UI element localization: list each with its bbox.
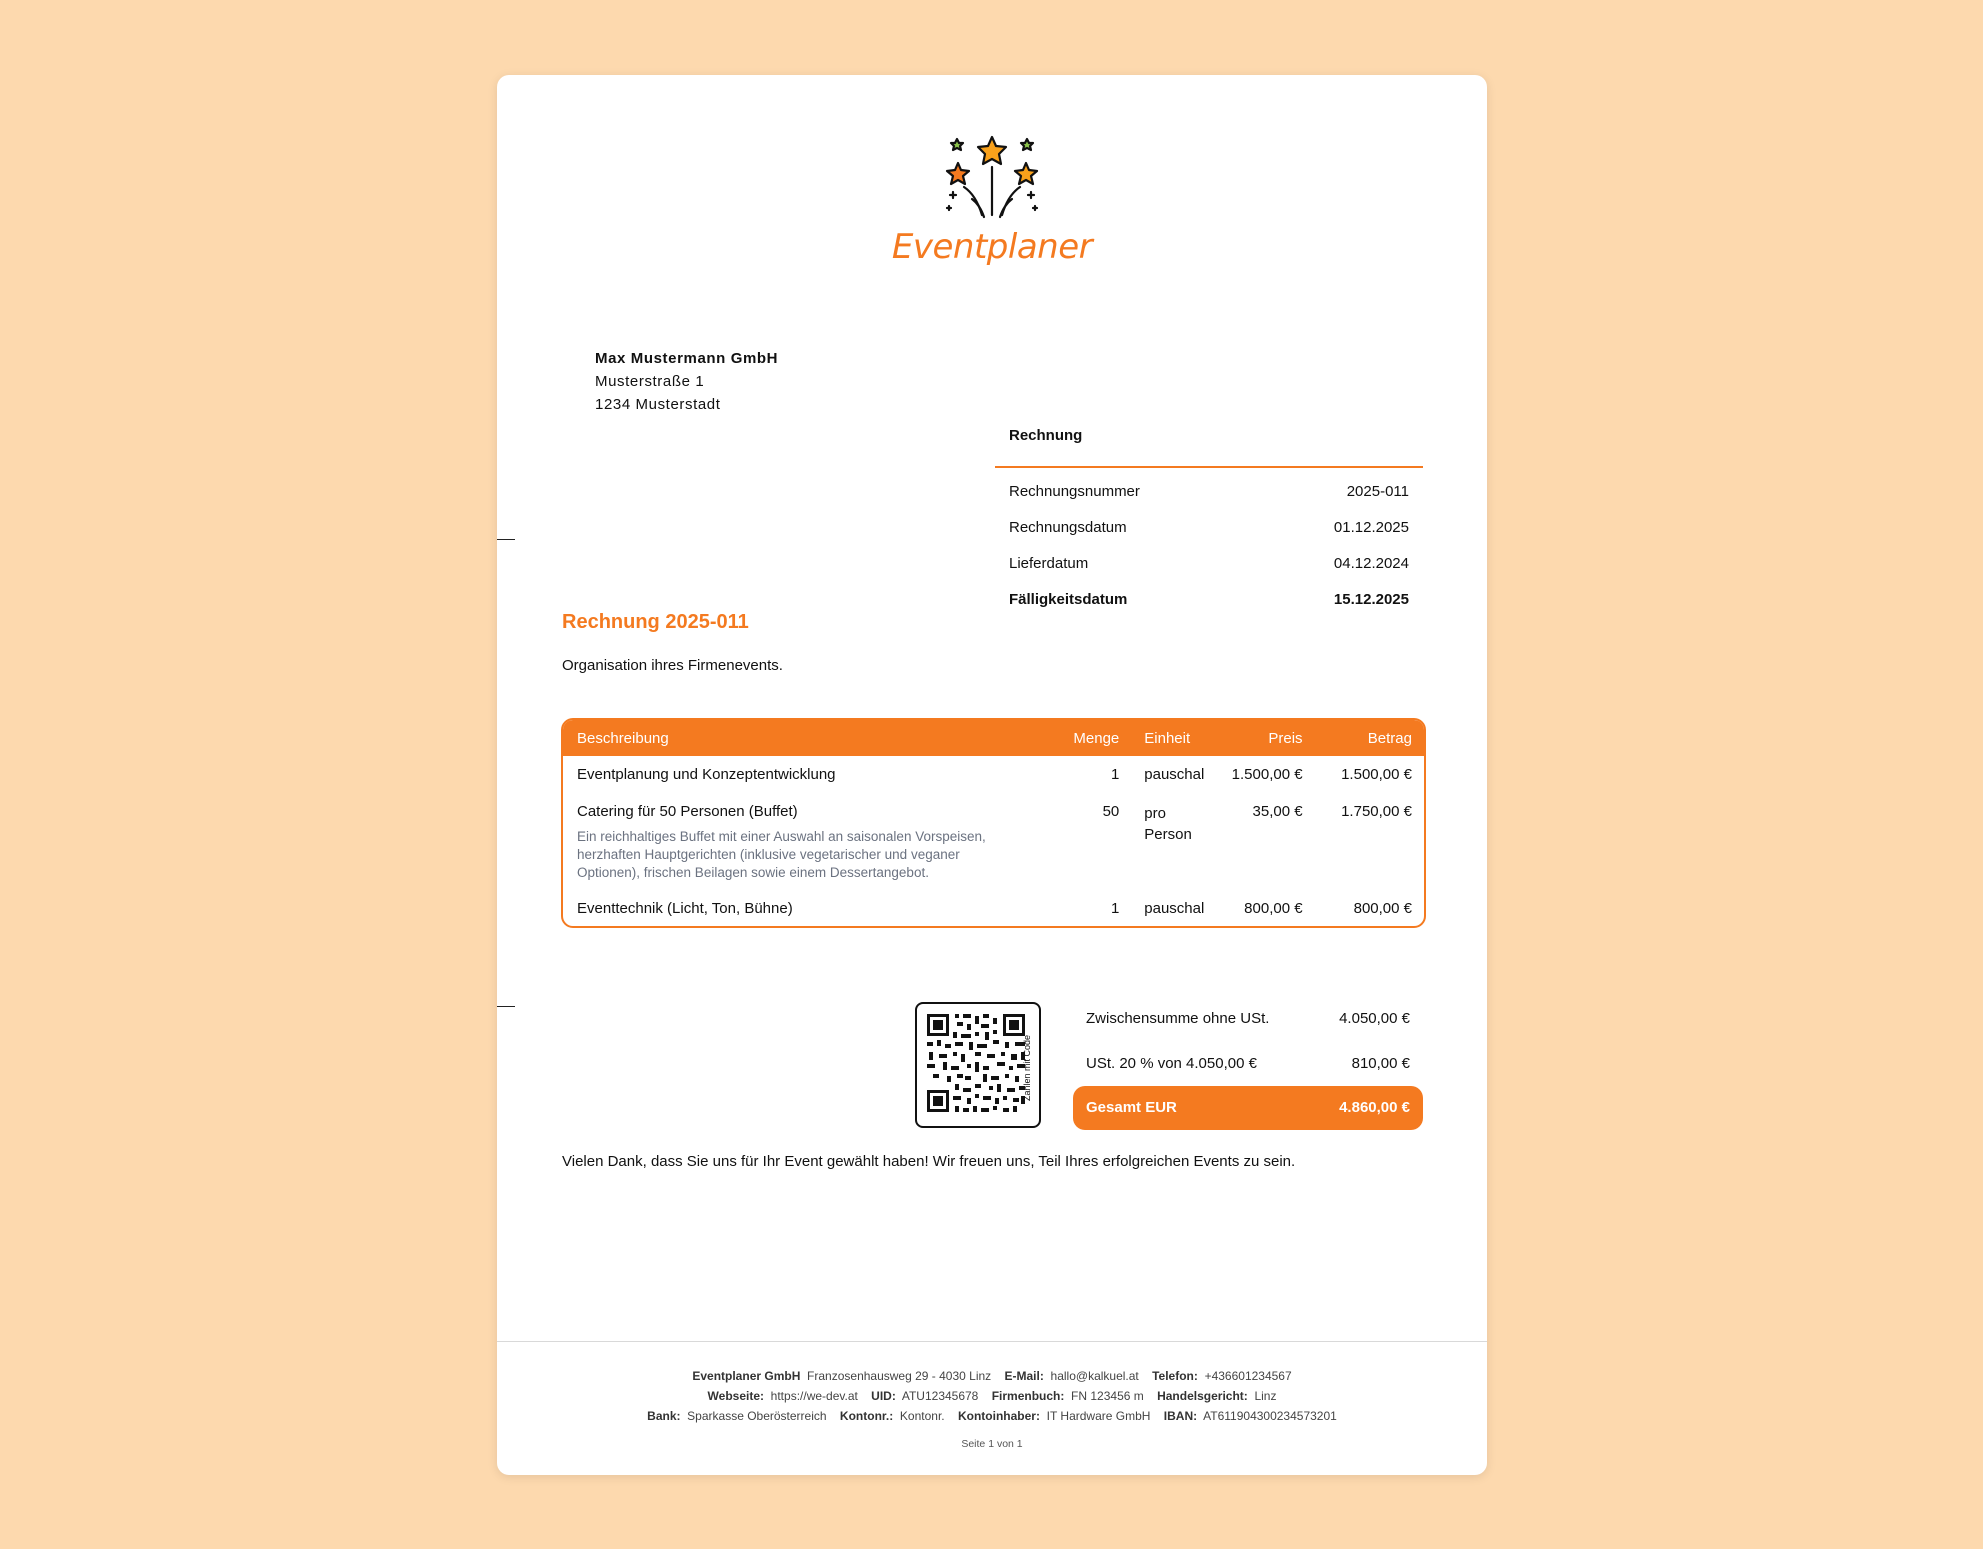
tax-row <box>1073 1041 1423 1086</box>
row-description-cell <box>563 803 1046 890</box>
footer-web-label: Webseite: <box>707 1389 764 1403</box>
footer-line-1 <box>497 1366 1487 1386</box>
subtotal-label: Zwischensumme ohne USt. <box>1086 1010 1270 1027</box>
header-description: Beschreibung <box>577 729 669 747</box>
footer-uid: ATU12345678 <box>901 1389 979 1403</box>
recipient-address <box>595 347 778 416</box>
row-quantity: 50 <box>1102 803 1120 820</box>
footer-line-2 <box>497 1386 1487 1406</box>
meta-value: 2025-011 <box>1346 483 1409 500</box>
meta-divider <box>995 466 1423 468</box>
row-price: 1.500,00 € <box>1231 766 1303 783</box>
row-unit: pauschal <box>1144 766 1205 783</box>
page-number: Seite 1 von 1 <box>961 1438 1023 1450</box>
table-header <box>563 720 1424 756</box>
recipient-street: Musterstraße 1 <box>595 373 705 390</box>
footer-holder: IT Hardware GmbH <box>1046 1409 1151 1423</box>
footer-fb-label: Firmenbuch: <box>991 1389 1065 1403</box>
grand-total-label: Gesamt EUR <box>1086 1099 1177 1116</box>
row-unit: pro Person <box>1144 805 1192 843</box>
row-amount: 800,00 € <box>1353 900 1412 917</box>
footer-fb: FN 123456 m <box>1071 1389 1144 1403</box>
invoice-meta <box>995 427 1423 618</box>
table-row <box>563 890 1424 926</box>
tax-label: USt. 20 % von 4.050,00 € <box>1086 1055 1257 1072</box>
footer-court: Linz <box>1254 1389 1277 1403</box>
header-unit: Einheit <box>1144 729 1191 747</box>
footer-line-3 <box>497 1406 1487 1426</box>
footer-email[interactable]: hallo@kalkuel.at <box>1050 1369 1139 1383</box>
grand-total-value: 4.860,00 € <box>1339 1099 1410 1116</box>
meta-value: 04.12.2024 <box>1333 555 1409 572</box>
footer-phone-label: Telefon: <box>1152 1369 1198 1383</box>
footer-account-label: Kontonr.: <box>839 1409 894 1423</box>
meta-row-invoice-number <box>995 474 1423 510</box>
footer-court-label: Handelsgericht: <box>1157 1389 1248 1403</box>
row-description: Catering für 50 Personen (Buffet) <box>577 803 798 820</box>
subtotal-row <box>1073 996 1423 1041</box>
brand-name: Eventplaner <box>891 227 1093 267</box>
tax-value: 810,00 € <box>1351 1055 1410 1072</box>
meta-label: Rechnungsdatum <box>1009 519 1127 536</box>
meta-row-invoice-date <box>995 510 1423 546</box>
footer-account: Kontonr. <box>899 1409 945 1423</box>
thank-you-note: Vielen Dank, dass Sie uns für Ihr Event gewählt haben! Wir freuen uns, Teil Ihres erfolgreichen Events zu sein. <box>562 1153 1296 1170</box>
row-description: Eventtechnik (Licht, Ton, Bühne) <box>577 900 793 917</box>
header-amount: Betrag <box>1367 729 1412 747</box>
row-price: 35,00 € <box>1252 803 1303 820</box>
footer-divider <box>497 1341 1487 1342</box>
footer-iban-label: IBAN: <box>1163 1409 1198 1423</box>
header-price: Preis <box>1268 729 1303 747</box>
fireworks-stars-icon <box>942 133 1042 225</box>
meta-label: Rechnungsnummer <box>1009 483 1140 500</box>
qr-caption: Zahlen mit Code <box>1022 1034 1032 1102</box>
totals <box>1073 996 1423 1130</box>
meta-label: Fälligkeitsdatum <box>1009 591 1128 608</box>
footer-uid-label: UID: <box>871 1389 896 1403</box>
footer-email-label: E-Mail: <box>1004 1369 1044 1383</box>
row-quantity: 1 <box>1110 900 1120 917</box>
meta-value: 15.12.2025 <box>1333 591 1409 608</box>
meta-label: Lieferdatum <box>1009 555 1089 572</box>
footer-iban: AT611904300234573201 <box>1203 1409 1337 1423</box>
grand-total-row <box>1073 1086 1423 1130</box>
footer-company: Eventplaner GmbH <box>692 1369 801 1383</box>
fold-mark-top <box>497 539 515 540</box>
footer-holder-label: Kontoinhaber: <box>957 1409 1040 1423</box>
header-quantity: Menge <box>1073 729 1120 747</box>
recipient-name: Max Mustermann GmbH <box>595 350 779 367</box>
fold-mark-bottom <box>497 1006 515 1007</box>
footer-address: Franzosenhausweg 29 - 4030 Linz <box>807 1369 992 1383</box>
footer-bank-label: Bank: <box>647 1409 681 1423</box>
row-description: Eventplanung und Konzeptentwicklung <box>577 766 836 783</box>
line-items-table <box>561 718 1426 928</box>
invoice-page <box>497 75 1487 1475</box>
qr-code-icon <box>917 1004 1039 1126</box>
meta-row-delivery-date <box>995 546 1423 582</box>
table-row <box>563 793 1424 890</box>
row-amount: 1.750,00 € <box>1341 803 1412 820</box>
meta-row-due-date <box>995 582 1423 618</box>
footer-bank: Sparkasse Oberösterreich <box>687 1409 827 1423</box>
row-subdescription: Ein reichhaltiges Buffet mit einer Auswahl an saisonalen Vorspeisen, herzhaften Hauptgerichten (inklusive vegetarischer und veganer Optionen), frischen Beilagen sowie einem Dessertangebot. <box>577 829 986 880</box>
invoice-intro: Organisation ihres Firmenevents. <box>562 657 783 674</box>
row-unit: pauschal <box>1144 900 1205 917</box>
meta-value: 01.12.2025 <box>1333 519 1409 536</box>
footer <box>497 1366 1487 1454</box>
table-row <box>563 756 1424 793</box>
footer-phone: +436601234567 <box>1204 1369 1292 1383</box>
subtotal-value: 4.050,00 € <box>1339 1010 1410 1027</box>
footer-web-link[interactable]: https://we-dev.at <box>770 1389 858 1403</box>
meta-heading: Rechnung <box>1009 427 1083 444</box>
invoice-title: Rechnung 2025-011 <box>562 611 749 633</box>
row-quantity: 1 <box>1110 766 1120 783</box>
row-amount: 1.500,00 € <box>1341 766 1412 783</box>
row-price: 800,00 € <box>1244 900 1303 917</box>
recipient-city: 1234 Musterstadt <box>595 396 721 413</box>
